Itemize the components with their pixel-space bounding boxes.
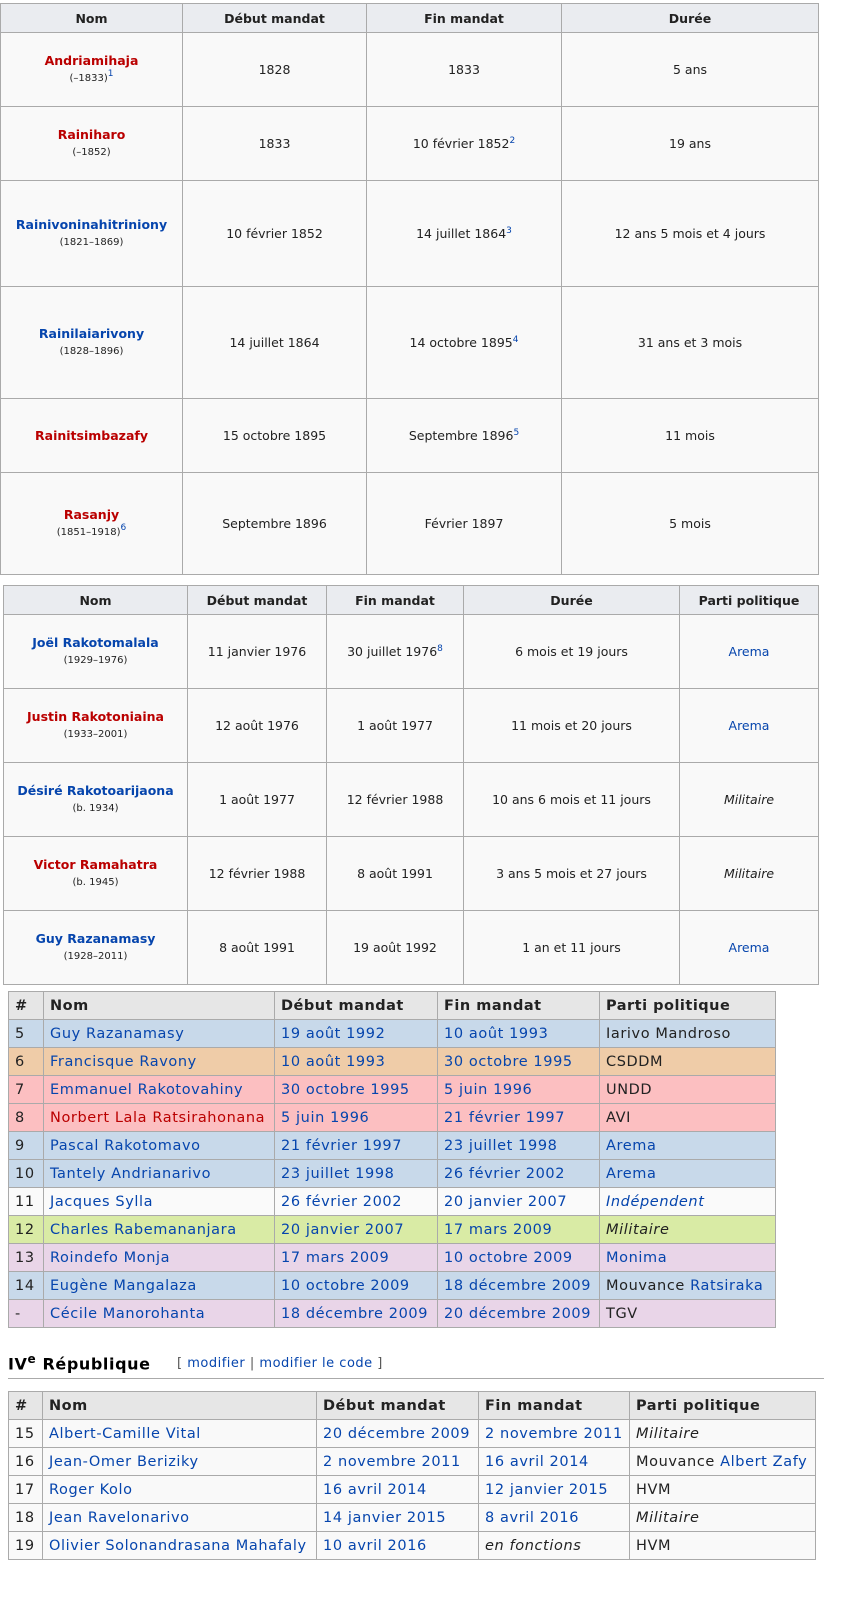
start-date-link[interactable]: 18 décembre 2009 (281, 1305, 429, 1322)
end-date-link[interactable]: 5 juin 1996 (444, 1081, 533, 1098)
col-header: Début mandat (188, 586, 327, 615)
footnote-link[interactable]: 5 (513, 427, 520, 438)
footnote-link[interactable]: 8 (437, 643, 443, 654)
table-row (9, 1420, 816, 1448)
party-text: TGV (600, 1300, 776, 1328)
end-date: Septembre 1896$^5$ (367, 399, 562, 473)
table-kingdom (0, 3, 819, 575)
row-number: 10 (9, 1160, 44, 1188)
footnote-link[interactable]: 4 (512, 334, 519, 345)
start-date-link[interactable]: 26 février 2002 (281, 1193, 403, 1210)
start-date-link[interactable]: 10 août 1993 (281, 1053, 386, 1070)
end-date-link[interactable]: 17 mars 2009 (444, 1221, 553, 1238)
start-date-link[interactable]: 30 octobre 1995 (281, 1081, 410, 1098)
party-text: Mouvance (606, 1277, 685, 1294)
end-date-link[interactable]: 21 février 1997 (444, 1109, 566, 1126)
table-row (9, 1272, 776, 1300)
end-date-link[interactable]: 30 octobre 1995 (444, 1053, 573, 1070)
person-link[interactable]: Jacques Sylla (50, 1193, 154, 1210)
party-link[interactable]: Arema (606, 1137, 657, 1154)
person-link[interactable]: Francisque Ravony (50, 1053, 197, 1070)
start-date: 1833 (183, 107, 367, 181)
person-link[interactable]: Andriamihaja (44, 52, 139, 68)
party-link[interactable]: Arema (728, 644, 770, 659)
duration: 3 ans 5 mois et 27 jours (464, 837, 680, 911)
life-years: (b. 1945) (72, 877, 119, 888)
duration: 1 an et 11 jours (464, 911, 680, 985)
person-link[interactable]: Charles Rabemananjara (50, 1221, 237, 1238)
person-link[interactable]: Olivier Solonandrasana Mahafaly (49, 1537, 307, 1554)
duration: 11 mois et 20 jours (464, 689, 680, 763)
edit-link[interactable]: modifier (187, 1356, 246, 1371)
start-date-link[interactable]: 20 décembre 2009 (323, 1425, 471, 1442)
table-row (4, 689, 819, 763)
duration: 19 ans (562, 107, 819, 181)
end-date-link[interactable]: 20 décembre 2009 (444, 1305, 592, 1322)
col-header: Durée (464, 586, 680, 615)
end-date-link[interactable]: 23 juillet 1998 (444, 1137, 558, 1154)
row-number: 17 (9, 1476, 43, 1504)
col-header: Fin mandat (367, 4, 562, 33)
duration: 31 ans et 3 mois (562, 287, 819, 399)
person-link[interactable]: Victor Ramahatra (33, 857, 158, 872)
end-date-link[interactable]: 26 février 2002 (444, 1165, 566, 1182)
party-text: CSDDM (600, 1048, 776, 1076)
end-date: 14 juillet 1864$^3$ (367, 181, 562, 287)
table-row (9, 1504, 816, 1532)
table-row (9, 1104, 776, 1132)
end-date: 8 août 1991 (327, 837, 464, 911)
row-number: 6 (9, 1048, 44, 1076)
row-number: 5 (9, 1020, 44, 1048)
table-row (9, 1532, 816, 1560)
start-date-link[interactable]: 20 janvier 2007 (281, 1221, 405, 1238)
start-date: 1828 (183, 33, 367, 107)
start-date: 12 août 1976 (188, 689, 327, 763)
col-header: Fin mandat (327, 586, 464, 615)
person-link[interactable]: Albert-Camille Vital (49, 1425, 201, 1442)
person-link[interactable]: Rainivoninahitriniony (15, 217, 168, 232)
person-link[interactable]: Jean Ravelonarivo (49, 1509, 190, 1526)
table-row (1, 473, 819, 575)
party-text: Militaire (680, 837, 819, 911)
party-link[interactable]: Arema (606, 1165, 657, 1182)
end-date-link[interactable]: 2 novembre 2011 (485, 1425, 623, 1442)
table-row (9, 1188, 776, 1216)
party-text: Militaire (630, 1504, 816, 1532)
end-date-link[interactable]: 18 décembre 2009 (444, 1277, 592, 1294)
end-date: 30 juillet 1976$^8$ (327, 615, 464, 689)
col-header: Parti politique (600, 992, 776, 1020)
row-number: 19 (9, 1532, 43, 1560)
table-row (9, 1300, 776, 1328)
person-link[interactable]: Guy Razanamasy (35, 931, 156, 946)
life-years: (1928–2011) (63, 951, 128, 962)
party-link[interactable]: Monima (606, 1249, 668, 1266)
end-date-link[interactable]: 16 avril 2014 (485, 1453, 589, 1470)
row-number: 11 (9, 1188, 44, 1216)
person-link[interactable]: Désiré Rakotoarijaona (17, 783, 174, 798)
col-header: Fin mandat (479, 1392, 630, 1420)
start-date: 12 février 1988 (188, 837, 327, 911)
table-row (1, 287, 819, 399)
row-number: 14 (9, 1272, 44, 1300)
footnote-link[interactable]: 6 (120, 522, 127, 533)
end-date: 12 février 1988 (327, 763, 464, 837)
party-text: Militaire (680, 763, 819, 837)
table-second-republic (3, 585, 819, 985)
table-fourth-republic (8, 1391, 816, 1560)
end-date: 1 août 1977 (327, 689, 464, 763)
life-years: (1821–1869) (59, 237, 124, 248)
table-row (4, 911, 819, 985)
start-date-link[interactable]: 5 juin 1996 (281, 1109, 370, 1126)
party-link[interactable]: Albert Zafy (720, 1453, 808, 1470)
edit-source-link[interactable]: modifier le code (259, 1356, 373, 1371)
duration: 11 mois (562, 399, 819, 473)
footnote-link[interactable]: 1 (107, 68, 114, 79)
start-date-link[interactable]: 14 janvier 2015 (323, 1509, 447, 1526)
table-third-republic (8, 991, 776, 1328)
edit-section-links: [ modifier | modifier le code ] (177, 1356, 383, 1371)
life-years: (1828–1896) (59, 346, 124, 357)
row-number: 15 (9, 1420, 43, 1448)
person-link[interactable]: Joël Rakotomalala (32, 635, 159, 650)
end-date: 10 février 1852$^2$ (367, 107, 562, 181)
table-row (9, 1048, 776, 1076)
person-link[interactable]: Norbert Lala Ratsirahonana (50, 1109, 266, 1126)
col-header: Nom (43, 1392, 317, 1420)
end-date: 1833 (367, 33, 562, 107)
start-date: 15 octobre 1895 (183, 399, 367, 473)
person-link[interactable]: Rasanjy (63, 506, 120, 522)
person-link[interactable]: Rainiharo (57, 127, 126, 142)
start-date: 8 août 1991 (188, 911, 327, 985)
person-link[interactable]: Justin Rakotoniaina (27, 709, 164, 724)
row-number: 12 (9, 1216, 44, 1244)
life-years: (1933–2001) (63, 729, 128, 740)
person-link[interactable]: Roger Kolo (49, 1481, 133, 1498)
col-header: Nom (1, 4, 183, 33)
col-header: # (9, 992, 44, 1020)
party-text: UNDD (600, 1076, 776, 1104)
start-date: 1 août 1977 (188, 763, 327, 837)
end-date-link[interactable]: 10 octobre 2009 (444, 1249, 573, 1266)
col-header: Début mandat (317, 1392, 479, 1420)
start-date-link[interactable]: 21 février 1997 (281, 1137, 403, 1154)
footnote-link[interactable]: 3 (506, 225, 512, 236)
row-number: 7 (9, 1076, 44, 1104)
person-link[interactable]: Cécile Manorohanta (50, 1305, 206, 1322)
col-header: Parti politique (680, 586, 819, 615)
col-header: Fin mandat (438, 992, 600, 1020)
table-row (1, 181, 819, 287)
row-number: 18 (9, 1504, 43, 1532)
life-years: (b. 1934) (72, 803, 119, 814)
person-link[interactable]: Jean-Omer Beriziky (49, 1453, 199, 1470)
end-date: 19 août 1992 (327, 911, 464, 985)
table-row (9, 1476, 816, 1504)
row-number: - (9, 1300, 44, 1328)
col-header: Parti politique (630, 1392, 816, 1420)
party-link[interactable]: Indépendent (606, 1193, 705, 1210)
party-text: HVM (630, 1476, 816, 1504)
party-link[interactable]: Ratsiraka (690, 1277, 764, 1294)
row-number: 9 (9, 1132, 44, 1160)
start-date: 10 février 1852 (183, 181, 367, 287)
footnote-link[interactable]: 2 (509, 135, 516, 146)
col-header: Début mandat (183, 4, 367, 33)
col-header: Nom (4, 586, 188, 615)
duration: 5 mois (562, 473, 819, 575)
start-date-link[interactable]: 10 octobre 2009 (281, 1277, 410, 1294)
end-date-link[interactable]: 20 janvier 2007 (444, 1193, 568, 1210)
party-text: AVI (600, 1104, 776, 1132)
person-link[interactable]: Rainitsimbazafy (35, 428, 148, 443)
person-link[interactable]: Tantely Andrianarivo (50, 1165, 212, 1182)
table-row (9, 1216, 776, 1244)
start-date-link[interactable]: 2 novembre 2011 (323, 1453, 461, 1470)
table-row (9, 1076, 776, 1104)
table-row (9, 1132, 776, 1160)
duration: 12 ans 5 mois et 4 jours (562, 181, 819, 287)
party-text: Mouvance (636, 1453, 715, 1470)
party-text: Iarivo Mandroso (600, 1020, 776, 1048)
start-date-link[interactable]: 16 avril 2014 (323, 1481, 427, 1498)
person-link[interactable]: Roindefo Monja (50, 1249, 171, 1266)
person-link[interactable]: Guy Razanamasy (50, 1025, 185, 1042)
end-date-link[interactable]: 10 août 1993 (444, 1025, 549, 1042)
party-text: HVM (630, 1532, 816, 1560)
section-title: IVe République (8, 1352, 151, 1374)
col-header: Nom (44, 992, 275, 1020)
person-link[interactable]: Eugène Mangalaza (50, 1277, 197, 1294)
life-years: (–1833) (69, 73, 108, 85)
row-number: 8 (9, 1104, 44, 1132)
table-row (4, 763, 819, 837)
life-years: (1851–1918) (56, 527, 121, 539)
party-text: Militaire (630, 1420, 816, 1448)
col-header: # (9, 1392, 43, 1420)
end-date-text: en fonctions (479, 1532, 630, 1560)
start-date: 14 juillet 1864 (183, 287, 367, 399)
row-number: 13 (9, 1244, 44, 1272)
end-date: 14 octobre 1895$^4$ (367, 287, 562, 399)
person-link[interactable]: Pascal Rakotomavo (50, 1137, 201, 1154)
party-link[interactable]: Arema (728, 718, 770, 733)
party-link[interactable]: Arema (728, 940, 770, 955)
start-date: 11 janvier 1976 (188, 615, 327, 689)
table-row (1, 107, 819, 181)
end-date: Février 1897 (367, 473, 562, 575)
col-header: Durée (562, 4, 819, 33)
life-years: (1929–1976) (63, 655, 128, 666)
table-row (1, 33, 819, 107)
end-date-link[interactable]: 12 janvier 2015 (485, 1481, 609, 1498)
start-date-link[interactable]: 19 août 1992 (281, 1025, 386, 1042)
table-row (4, 837, 819, 911)
row-number: 16 (9, 1448, 43, 1476)
start-date: Septembre 1896 (183, 473, 367, 575)
life-years: (–1852) (72, 147, 111, 158)
table-row (9, 1020, 776, 1048)
table-row (4, 615, 819, 689)
section-heading (8, 1350, 824, 1379)
person-link[interactable]: Emmanuel Rakotovahiny (50, 1081, 244, 1098)
person-link[interactable]: Rainilaiarivony (38, 326, 145, 341)
start-date-link[interactable]: 10 avril 2016 (323, 1537, 427, 1554)
party-text: Militaire (600, 1216, 776, 1244)
end-date-link[interactable]: 8 avril 2016 (485, 1509, 580, 1526)
duration: 5 ans (562, 33, 819, 107)
col-header: Début mandat (275, 992, 438, 1020)
start-date-link[interactable]: 17 mars 2009 (281, 1249, 390, 1266)
table-row (9, 1244, 776, 1272)
duration: 10 ans 6 mois et 11 jours (464, 763, 680, 837)
duration: 6 mois et 19 jours (464, 615, 680, 689)
table-row (9, 1448, 816, 1476)
start-date-link[interactable]: 23 juillet 1998 (281, 1165, 395, 1182)
table-row (9, 1160, 776, 1188)
table-row (1, 399, 819, 473)
